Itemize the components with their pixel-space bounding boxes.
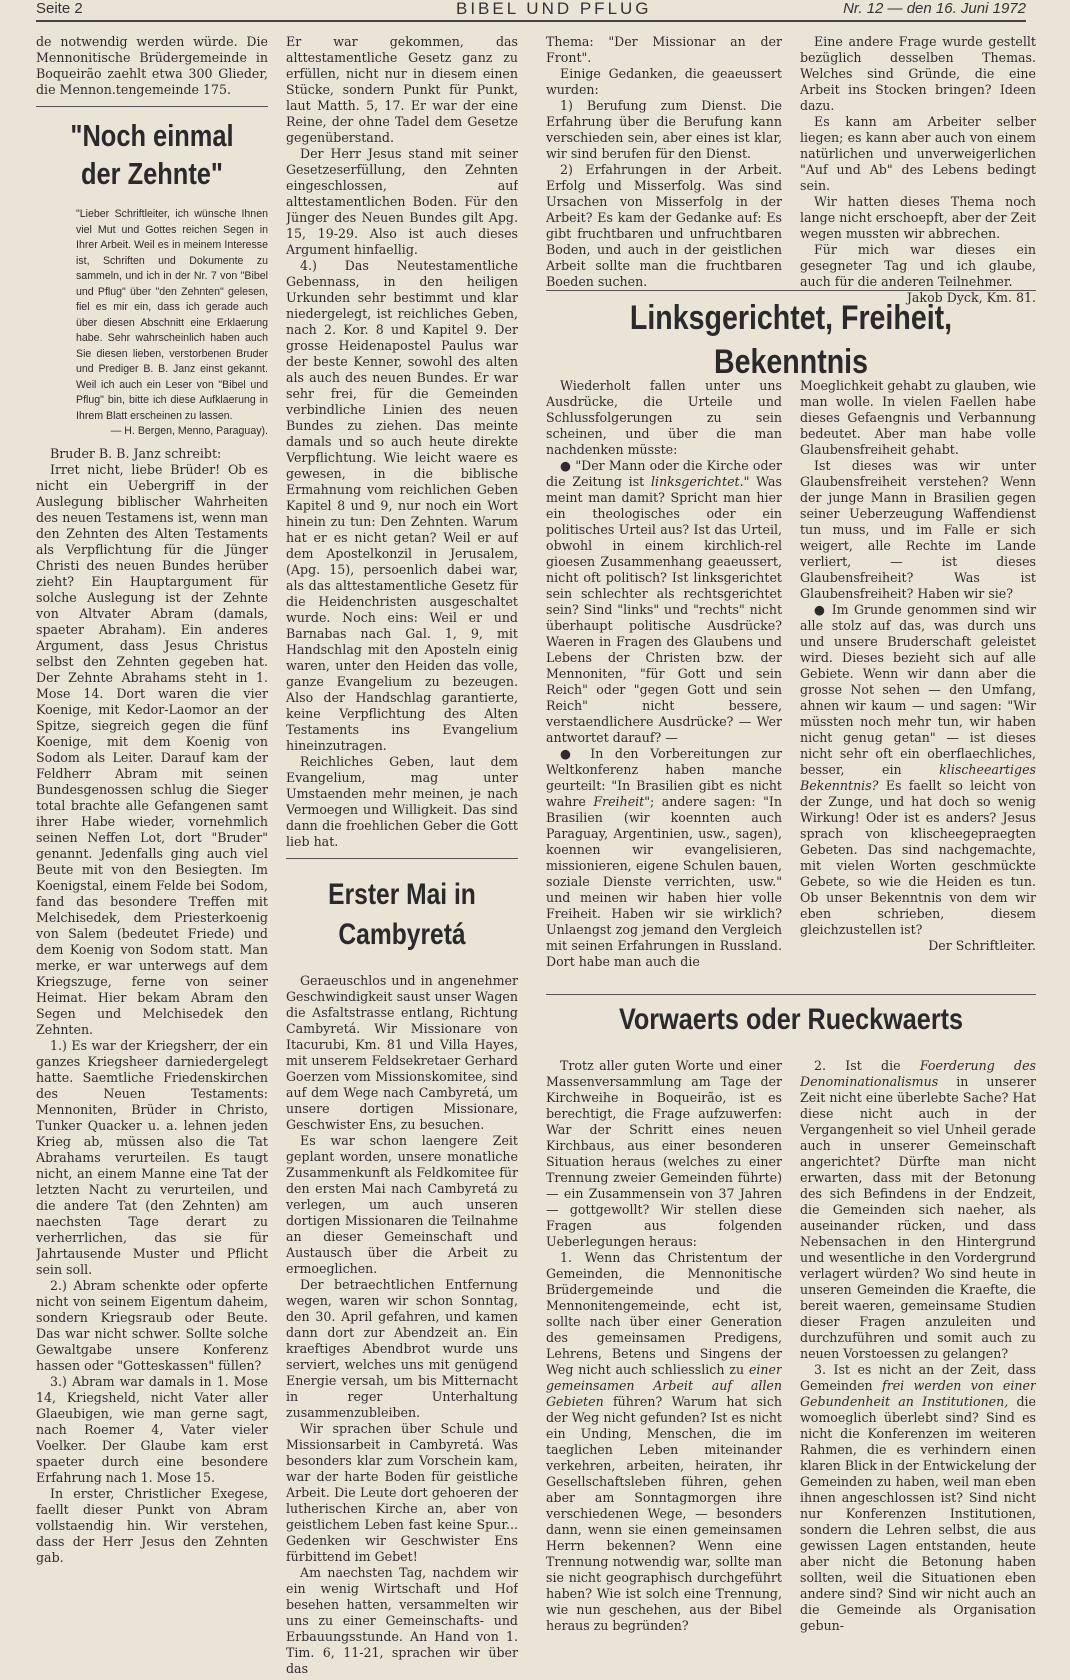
- article-paragraph: Moeglichkeit gehabt zu glauben, wie man wolle. In vielen Faellen habe dieses Gefaengnis und Verbannung bedeutet. Aber man habe volle Glaubensfreiheit gehabt.: [800, 378, 1036, 457]
- column-4-top: [800, 34, 1036, 306]
- emphasis: Foerderung des Denominationalismus: [800, 1058, 1036, 1089]
- article-paragraph: Irret nicht, liebe Brüder! Ob es nicht ein Uebergriff in der Auslegung biblischer Wahrheiten des neuen Testamens ist, wenn man den Zehnten des Alten Testaments als Verpflichtung für die Jünger Christi des neuen Bundes herüber zieht? Ein Hauptargument für solche Auslegung ist der Zehnte von Altvater Abram (damals, spaeter Abraham). Ein anderes Argument, dass Jesus Christus selbst den Zehnten gegeben hat. Der Zehnte Abrahams steht in 1. Mose 14. Dort waren die vier Koenige, mit Kedor-Laomor an der Spitze, siegreich gegen die fünf Koenige, mit dem Koenig von Sodom als Leiter. Darauf kam der Feldherr Abram mit seinen Bundesgenossen schlug die Sieger total brachte alle Gefangenen samt ihrer Habe wieder, vornehmlich seinen Neffen Lot, dort "Bruder" genannt. Jedenfalls ging auch viel Beute mit von den Besiegten. Im Koenigstal, einem Felde bei Sodom, fand das besondere Treffen mit Melchisedek, dem Priesterkoenig von Salem (bedeutet Friede) und dem Koenig von Sodom statt. Man merke, er war unterwegs auf dem Kriegszuge, ferne von seiner Heimat. Hier bekam Abram den Segen und Melchisedek den Zehnten.: [36, 461, 268, 1037]
- column-3-bottom: [546, 1058, 782, 1634]
- divider: [36, 106, 268, 107]
- column-4-middle: [800, 378, 1036, 954]
- article-paragraph: [546, 1250, 782, 1634]
- column-3-middle: [546, 378, 782, 970]
- newspaper-title: BIBEL UND PFLUG: [456, 0, 652, 18]
- masthead: [36, 0, 1026, 22]
- article-paragraph: Für mich war dieses ein gesegneter Tag und ich glaube, auch für die anderen Teilnehmer.: [800, 242, 1036, 289]
- text-run: 3. Ist es nicht an der Zeit, dass Gemeinden: [800, 1362, 1036, 1393]
- article-paragraph: Der betraechtlichen Entfernung wegen, waren wir schon Sonntag, den 30. April gefahren, und kamen dann dort zur Abendzeit an. Ein kraeftiges Abendbrot wurde uns serviert, welches uns mit genügend Energie versah, um bis Mitternacht in reger Unterhaltung zusammenzubleiben.: [286, 1277, 518, 1420]
- emphasis: frei werden von einer Gebundenheit an Institutionen,: [800, 1378, 1036, 1409]
- article-paragraph: ● Im Grunde genommen sind wir alle stolz auf das, was durch uns und unsere Bruderschaft geleistet wird. Dieses bezieht sich auf alle Gebiete. Wenn wir dann aber die grosse Not sehen — den Umfang, ahnen wir kaum — und sagen: "Wir müssten noch mehr tun, wir haben nicht genug getan" — ist dieses nicht sehr oft ein oberflaechliches, besser, ein klischeeartiges Bekenntnis? Es faellt so leicht von der Zunge, und hat doch so wenig Wirkung! Oder ist es anders? Jesus sprach von klischeegepraegten Gebeten. Das sind nachgemachte, mit vielen Worten geschmückte Gebete, so wie die Heiden es tun. Ob unser Bekenntnis von dem wir eben schrieben, diesem gleichzustellen ist?: [800, 602, 1036, 937]
- issue-date: Nr. 12 — den 16. Juni 1972: [843, 0, 1026, 17]
- divider: [286, 858, 518, 859]
- article-paragraph: Wir hatten dieses Thema noch lange nicht erschoepft, aber der Zeit wegen mussten wir abbrechen.: [800, 194, 1036, 241]
- text-run: "; andere sagen: "In Brasilien (wir koennten auch Paraguay, Argentinien, usw., sagen), koennen wir evangelisieren, missionieren, eigene Schulen bauen, soziale Dienste verrichten, usw." und meinen wir haben hier volle Freiheit. Haben wir sie wirklich? Unlaengst zog jemand den Vergleich mit seinen Erfahrungen in Russland. Dort habe man auch die: [546, 794, 782, 969]
- divider: [546, 994, 1036, 995]
- column-4-bottom: [800, 1058, 1036, 1634]
- banner-vorwaerts: [546, 1000, 1036, 1040]
- article-paragraph: ● In den Vorbereitungen zur Weltkonferenz haben manche geurteilt: "In Brasilien gibt es nicht wahre Freiheit"; andere sagen: "In Brasilien (wir koennten auch Paraguay, Argentinien, usw., sagen), koennen wir evangelisieren, missionieren, eigene Schulen bauen, soziale Dienste verrichten, usw." und meinen wir haben hier volle Freiheit. Haben wir sie wirklich? Unlaengst zog jemand den Vergleich mit seinen Erfahrungen in Russland. Dort habe man auch die: [546, 746, 782, 969]
- article-paragraph: ● "Der Mann oder die Kirche oder die Zeitung ist linksgerichtet." Was meint man damit? Spricht man hier ein theologisches oder ein politisches Urteil aus? Ist das Urteil, obwohl in einem kirchlich-rel gioesen Zusammenhang geaeussert, nicht oft politisch? Ist linksgerichtet sein schlechter als rechtsgerichtet sein? Sind "links" und "rechts" nicht überhaupt politische Ausdrücke? Waeren in Fragen des Glaubens und Lebens der Christen bzw. der Mennoniten, "für Gott und sein Reich" oder "gegen Gott und sein Reich" nicht bessere, verstaendlichere Ausdrücke? — Wer antwortet darauf? —: [546, 458, 782, 745]
- article-paragraph: Ist dieses was wir unter Glaubensfreiheit verstehen? Wenn der junge Mann in Brasilien gegen seiner Ueberzeugung Waffendienst tun muss, und im Falle er sich weigert, alle Rechte im Lande verliert, — ist dieses Glaubensfreiheit? Was ist Glaubensfreiheit? Haben wir sie?: [800, 458, 1036, 601]
- article-paragraph: Es war schon laengere Zeit geplant worden, unsere monatliche Zusammenkunft als Feldkomitee für den ersten Mai nach Cambyretá zu verlegen, um auch unseren dortigen Missionaren die Teilnahme an dieser Gemeinschaft und Austausch über die Arbeit zu ermoeglichen.: [286, 1133, 518, 1276]
- article-paragraph: 3.) Abram war damals in 1. Mose 14, Kriegsheld, nicht Vater aller Glaeubigen, wie man gerne sagt, nach Roemer 4, Vater vieler Voelker. Der Glaube kam erst spaeter durch eine besondere Erfahrung nach 1. Mose 15.: [36, 1373, 268, 1485]
- banner-linksgerichtet: [546, 296, 1036, 384]
- article-paragraph: 4.) Das Neutestamentliche Gebennass, in den heiligen Urkunden sehr bestimmt und klar niedergelegt, ist reichliches Geben, nach 2. Kor. 8 und Kapitel 9. Der grosse Heidenapostel Paulus war der beste Kenner, sowohl des alten als auch des neuen Bundes. Er war sehr frei, für die Gemeinden verbindliche Linien des neuen Bundes zu ziehen. Das meinte damals und so auch heute direkte Verpflichtung. Wie leicht waere es gewesen, in die biblische Ermahnung vom reichlichen Geben Kapitel 8 und 9, nur noch ein Wort hinein zu tun: Den Zehnten. Warum hat er es nicht getan? Weil er auf dem Apostelkonzil in Jerusalem, (Apg. 15), persoenlich dabei war, als das alttestamentliche Gesetz für die Heidenchristen ausgeschaltet wurde. Noch eins: Weil er und Barnabas nach Gal. 1, 9, mit Handschlag mit den Aposteln einig waren, unter den Heiden das volle, ganze Evangelium zu bezeugen. Also der Handschlag garantierte, keine Verpflichtung des Alten Testaments ins Evangelium hineinzutragen.: [286, 258, 518, 753]
- text-run: Es faellt so leicht von der Zunge, und hat doch so wenig Wirkung! Oder ist es anders? Jesus sprach von klischeegepraegten Gebeten. Das sind nachgemachte, mit vielen Worten geschmückte Gebete, so wie die Heiden es tun. Ob unser Bekenntnis von dem wir eben schrieben, diesem gleichzustellen ist?: [800, 778, 1036, 937]
- emphasis: klischeeartiges Bekenntnis?: [800, 762, 1036, 793]
- article-paragraph: [800, 1058, 1036, 1362]
- article-paragraph: Thema: "Der Missionar an der Front".: [546, 34, 782, 65]
- text-run: Im Grunde genommen sind wir alle stolz auf das, was durch uns und unsere Bruderschaft geleistet wird. Dieses bezieht sich auf alle Gebiete. Wenn wir dann aber die grosse Not sehen — den Umfang, ahnen wir kaum — und sagen: "Wir müssten noch mehr tun, wir haben nicht genug getan" — ist dieses nicht sehr oft ein oberflaechliches, besser, ein: [800, 602, 1036, 777]
- emphasis: einer gemeinsamen Arbeit auf allen Gebieten: [546, 1362, 782, 1409]
- article-paragraph: In erster, Christlicher Exegese, faellt dieser Punkt von Abram vollstaendig hin. Wir verstehen, dass der Herr Jesus den Zehnten gab.: [36, 1485, 268, 1565]
- article-paragraph: [800, 1362, 1036, 1634]
- article-paragraph: 2) Erfahrungen in der Arbeit. Erfolg und Misserfolg. Was sind Ursachen von Misserfolg in der Arbeit? Es kam der Gedanke auf: Es gibt fruchtbaren und unfruchtbaren Boden, und auch in der geistlichen Arbeit sollte man die fruchtbaren Boeden suchen.: [546, 162, 782, 289]
- text-run: in unserer Zeit nicht eine überlebte Sache? Hat diese nicht auch in der Vergangenheit so viel Unheil gerade auch in unserer Gemeinschaft angerichtet? Dürfte man nicht erwarten, dass mit der Betonung des sich Befindens in der Endzeit, die Gemeinden sich naeher, als auseinander rücken, und dass Nebensachen in den Hintergrund und wesentliche in den Vordergrund verlagert würden? Wo sind heute in unseren Gemeinden die Kraefte, die bereit waeren, gemeinsame Studien dieser Fragen anzuleiten und durchzuführen und somit auch zu neuen Vorstoessen zu gelangen?: [800, 1074, 1036, 1361]
- page-number: Seite 2: [36, 0, 83, 17]
- text-run: In den Vorbereitungen zur Weltkonferenz haben manche geurteilt: "In Brasilien gibt es nicht wahre: [546, 746, 782, 809]
- intro-paragraph: de notwendig werden würde. Die Mennonitische Brüdergemeinde in Boqueirão zaehlt etwa 300 Glieder, die Mennon.tengemeinde 175.: [36, 34, 268, 97]
- article-paragraph: Er war gekommen, das alttestamentliche Gesetz ganz zu erfüllen, nicht nur in diesem einen Stücke, sondern Punkt für Punkt, laut Matth. 5, 17. Er war der eine Reine, der ohne Tadel dem Gesetze gegenüberstand.: [286, 34, 518, 145]
- column-3-top: [546, 34, 782, 290]
- author-signature: Der Schriftleiter.: [928, 938, 1036, 953]
- article-paragraph: Wiederholt fallen unter uns Ausdrücke, die Urteile und Schlussfolgerungen zu sein scheinen, und über die man nachdenken müsste:: [546, 378, 782, 457]
- reader-letter: [76, 207, 268, 440]
- article-paragraph: 2.) Abram schenkte oder opferte nicht von seinem Eigentum daheim, sondern Kriegsraub oder Beute. Das war nicht schwer. Sollte solche Gewaltgabe unsere Konferenz hassen oder "Gotteskassen" füllen?: [36, 1277, 268, 1373]
- headline-zehnte: "Noch einmal der Zehnte": [70, 118, 234, 191]
- article-paragraph: Bruder B. B. Janz schreibt:: [50, 445, 222, 461]
- divider: [546, 290, 1036, 291]
- article-paragraph: Eine andere Frage wurde gestellt bezüglich desselben Themas. Welches sind Gründe, die eine Arbeit ins Stocken bringen? Ideen dazu.: [800, 34, 1036, 113]
- text-run: "Der Mann oder die Kirche oder die Zeitung ist: [546, 458, 782, 489]
- headline-vorwaerts: Vorwaerts oder Rueckwaerts: [618, 1003, 964, 1036]
- article-paragraph: 1) Berufung zum Dienst. Die Erfahrung über die Berufung kann verschieden sein, aber eines ist klar, wir sind berufen für den Dienst.: [546, 98, 782, 161]
- text-run: " Was meint man damit? Spricht man hier ein theologisches oder ein politisches Urteil aus? Ist das Urteil, obwohl in einem kirchlich-rel gioesen Zusammenhang geaeussert, nicht oft politisch? Ist linksgerichtet sein schlechter als rechtsgerichtet sein? Sind "links" und "rechts" nicht überhaupt politische Ausdrücke? Waeren in Fragen des Glaubens und Lebens der Christen bzw. der Mennoniten, "für Gott und sein Reich" oder "gegen Gott und sein Reich" nicht bessere, verstaendlichere Ausdrücke? — Wer antwortet darauf? —: [546, 474, 782, 745]
- emphasis: Freiheit: [593, 794, 645, 809]
- letter-signature: — H. Bergen, Menno, Paraguay).: [110, 425, 268, 437]
- column-1: [36, 34, 268, 1662]
- column-2: [286, 34, 518, 1677]
- article-paragraph: 1.) Es war der Kriegsherr, der ein ganzes Kriegsheer darniedergelegt hatte. Saemtliche Friedenskirchen des Neuen Testaments: Mennoniten, Brüder in Christo, Tunker Quacker u. a. lehnen jeden Krieg ab, müssen also die Tat Abrahams verurteilen. Es taugt nicht, an einem Manne eine Tat der letzten Nacht zu verurteilen, und die andere Tat (den Zehnten) am naechsten Tage derart zu verherrlichen, das sie für Jahrtausende Muster und Pflicht sein soll.: [36, 1037, 268, 1277]
- author-signature: Jakob Dyck, Km. 81.: [906, 290, 1036, 305]
- emphasis: linksgerichtet.: [651, 474, 744, 489]
- article-paragraph: Wir sprachen über Schule und Missionsarbeit in Cambyretá. Was besonders klar zum Vorschein kam, war der harte Boden für geistliche Arbeit. Die Leute dort gehoeren der lutherischen Kirche an, aber von geistlichem Leben fast keine Spur... Gedenken wir Geschwister Ens fürbittend im Gebet!: [286, 1421, 518, 1564]
- article-paragraph: Trotz aller guten Worte und einer Massenversammlung am Tage der Kirchweihe in Boqueirão, ist es berechtigt, die Frage aufzuwerfen: War der Schritt eines neuen Kirchbaus, aus einer besonderen Situation heraus (welches zu einer Trennung zweier Gemeinden führte) — ein Zusammensein von 37 Jahren — gottgewollt? Wir stellen diese Fragen aus folgenden Ueberlegungen heraus:: [546, 1058, 782, 1249]
- headline-linksgerichtet: Linksgerichtet, Freiheit, Bekenntnis: [629, 299, 953, 381]
- article-paragraph: Reichliches Geben, laut dem Evangelium, mag unter Umstaenden mehr meinen, je nach Vermoegen und Willigkeit. Das sind dann die froehlichen Geber die Gott lieb hat.: [286, 754, 518, 849]
- article-paragraph: Einige Gedanken, die geaeussert wurden:: [546, 66, 782, 97]
- text-run: 1. Wenn das Christentum der Gemeinden, die Mennonitische Brüdergemeinde und die Mennonitengemeinde, echt ist, sollte nach über einer Generation des gemeinsamen Predigens, Lehrens, Betens und Singens der Weg nicht auch schliesslich zu: [546, 1250, 782, 1377]
- text-run: führen? Warum hat sich der Weg nicht gefunden? Ist es nicht ein Unding, Menschen, die im taeglichen Leben miteinander verkehren, arbeiten, heiraten, ihr Gesellschaftsleben führen, gehen aber am Sonntagmorgen ihre verschiedenen Wege, — besonders dann, wenn sie einen gemeinsamen Herrn bekennen? Wenn eine Trennung notwendig war, sollte man sie nicht geographisch durchgeführt haben? Wie ist solch eine Trennung, wie nun geschehen, aus der Bibel heraus zu begründen?: [546, 1394, 782, 1633]
- article-paragraph: Geraeuschlos und in angenehmer Geschwindigkeit saust unser Wagen die Asfaltstrasse entlang, Richtung Cambyretá. Wir Missionare von Itacurubi, Km. 81 und Villa Hayes, mit unserem Feldsekretaer Gerhard Goerzen vom Missionskomitee, sind auf dem Wege nach Cambyretá, um unsere dortigen Missionare, Geschwister Ens, zu besuchen.: [286, 973, 518, 1132]
- letter-text: "Lieber Schriftleiter, ich wünsche Ihnen viel Mut und Gottes reichen Segen in Ihrer Arbeit. Weil es in meinem Interesse ist, Schriften und Dokumente zu sammeln, und ich in der Nr. 7 von "Bibel und Pflug" über "den Zehnten" gelesen, fiel es mir ein, dass ich gerade auch über diesen Abschnitt eine Erklaerung habe. Sehr wahrscheinlich haben auch Sie diesen lieben, verstorbenen Bruder und Prediger B. B. Janz einst gekannt. Weil ich auch ein Leser von "Bibel und Pflug" bin, bitte ich diese Aufklaerung in Ihrem Blatt erscheinen zu lassen.: [76, 208, 268, 422]
- article-paragraph: Es kann am Arbeiter selber liegen; es kann aber auch von einem natürlichen und unverweigerlichen "Auf und Ab" des Lebens bedingt sein.: [800, 114, 1036, 193]
- text-run: 2. Ist die: [814, 1058, 920, 1073]
- article-paragraph: Am naechsten Tag, nachdem wir ein wenig Wirtschaft und Hof besehen hatten, versammelten wir uns zu einer Gemeinschafts- und Erbauungsstunde. An Hand von 1. Tim. 6, 11-21, sprachen wir über das: [286, 1565, 518, 1676]
- text-run: die womoeglich überlebt sind? Sind es nicht die Konferenzen im weiteren Rahmen, die es verhindern einen klaren Blick in der Entwickelung der Gemeinden zu haben, weil man eben ihnen angeschlossen ist? Sind nicht nur Konferenzen Institutionen, sondern die Lehren selbst, die aus gewissen Lagen entstanden, heute aber nicht die Betonung haben sollten, weil die Situationen eben andere sind? Sind wir nicht auch an die Gemeinde als Organisation gebun-: [800, 1394, 1036, 1633]
- article-paragraph: Der Herr Jesus stand mit seiner Gesetzeserfüllung, den Zehnten eingeschlossen, auf alttestamentlichen Boden. Für den Jünger des Neuen Bundes gilt Apg. 15, 19-29. Also ist auch dieses Argument hinfaellig.: [286, 146, 518, 257]
- headline-erster-mai: Erster Mai in Cambyretá: [328, 878, 476, 951]
